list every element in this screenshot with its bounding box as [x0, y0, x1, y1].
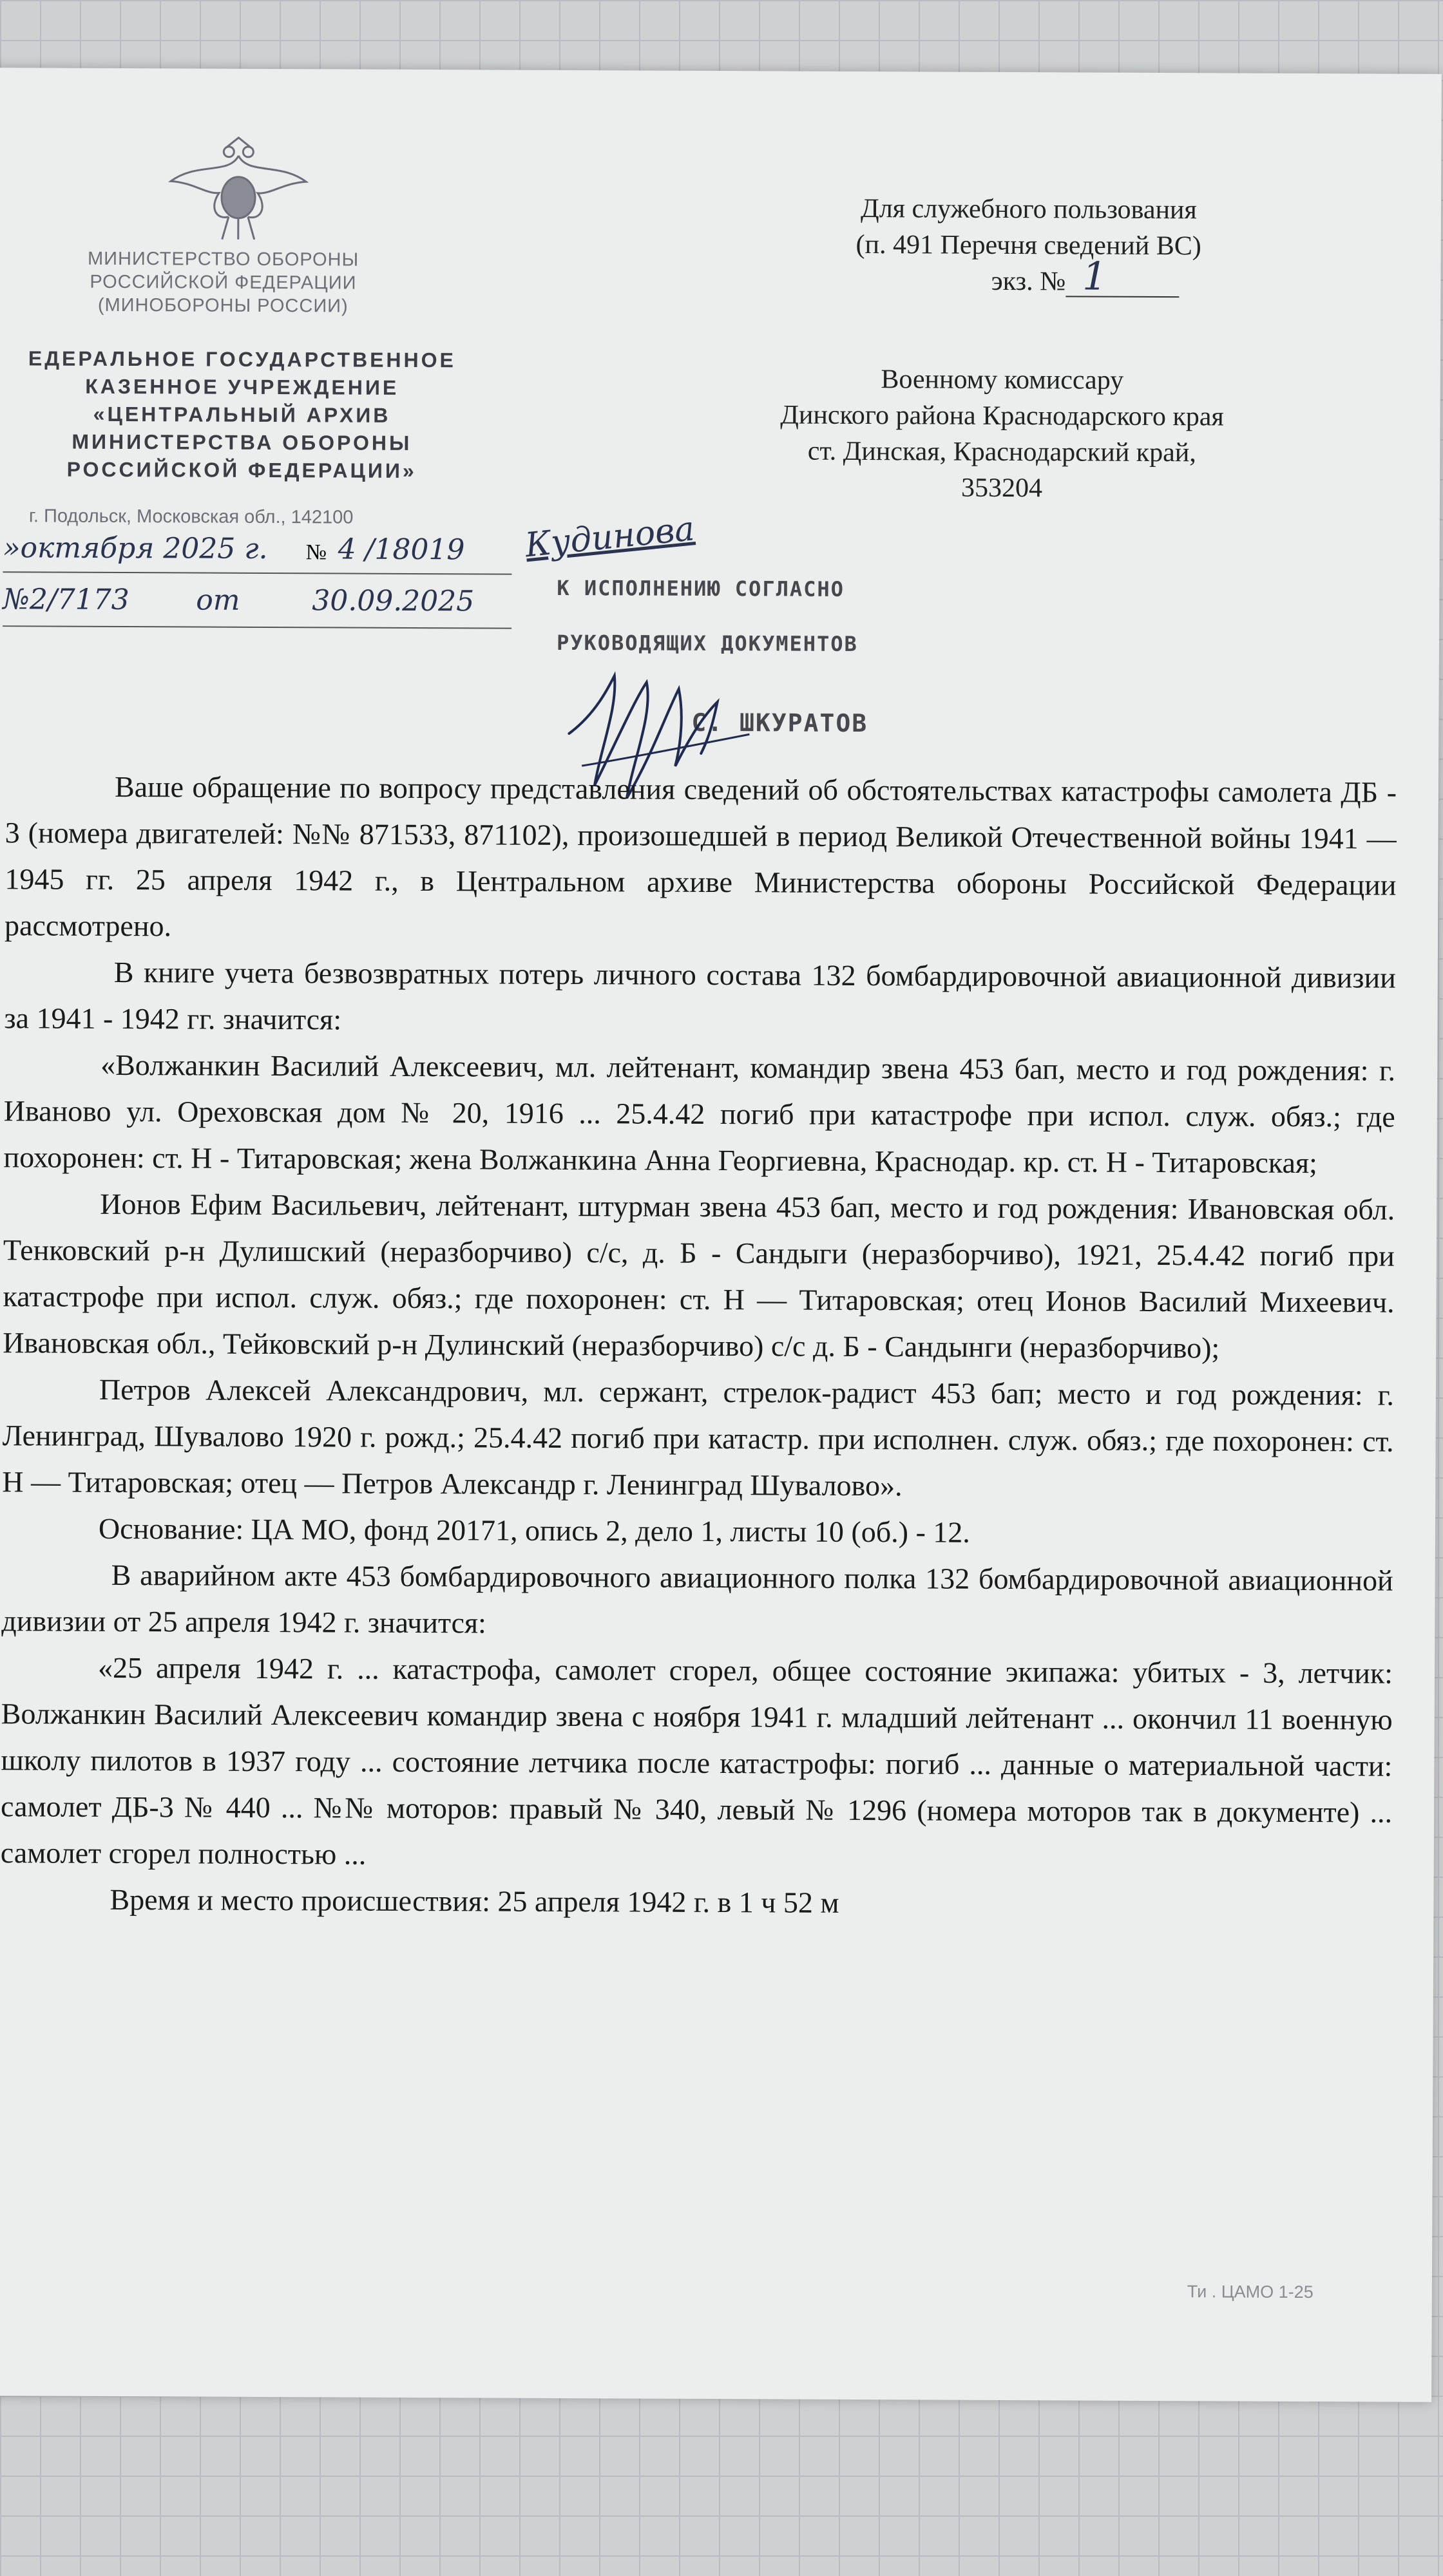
addressee-block: [673, 361, 1331, 507]
institution-line: РОССИЙСКОЙ ФЕДЕРАЦИИ»: [66, 457, 417, 482]
body-basis: Основание: ЦА МО, фонд 20171, опись 2, дело 1, листы 10 (об.) - 12.: [98, 1511, 970, 1549]
outgoing-number-label: №: [305, 540, 327, 565]
resolution-stamp-line: РУКОВОДЯЩИХ ДОКУМЕНТОВ: [556, 630, 858, 656]
institution-line: ЕДЕРАЛЬНОЕ ГОСУДАРСТВЕННОЕ: [28, 346, 457, 372]
addressee-line: Динского района Краснодарского края: [780, 400, 1224, 432]
copy-label: экз. №: [991, 266, 1066, 297]
resolution-stamp-line: С. ШКУРАТОВ: [691, 708, 868, 738]
incoming-number: №2/7173: [3, 583, 129, 617]
ministry-line: (МИНОБОРОНЫ РОССИИ): [97, 294, 349, 317]
eagle-emblem-icon: [158, 136, 320, 243]
incoming-date: 30.09.2025: [312, 584, 475, 618]
sender-city: г. Подольск, Московская обл., 142100: [28, 506, 354, 528]
outgoing-number: 4 /18019: [338, 533, 465, 567]
body-quote: Ионов Ефим Васильевич, лейтенант, штурман звена 453 бап, место и год рождения: Ивановская обл. Тенковский р-н Дулишский (неразборчиво) с/с, д. Б - Сандыги (неразборчиво), 1921, 25.4.42 погиб при катастрофе при испол. служ. обяз.; где похоронен: ст. Н — Титаровская; отец Ионов Василий Михеевич. Ивановская обл., Тейковский р-н Дулинский (неразборчиво) с/с д. Б - Сандынги (неразборчиво);: [3, 1187, 1395, 1365]
institution-line: «ЦЕНТРАЛЬНЫЙ АРХИВ: [93, 402, 391, 427]
resolution-stamp-line: К ИСПОЛНЕНИЮ СОГЛАСНО: [557, 575, 845, 601]
incoming-registration: [3, 583, 511, 629]
institution-name: [0, 345, 493, 485]
restriction-reference: (п. 491 Перечня сведений ВС): [855, 229, 1201, 261]
body-quote: «Волжанкин Василий Алексеевич, мл. лейтенант, командир звена 453 бап, место и год рождения: г. Иваново ул. Ореховская дом № 20, 1916 ... 25.4.42 погиб при катастрофе при испол. служ. обяз.; где похоронен: ст. Н - Титаровская; жена Волжанкина Анна Георгиевна, Краснодар. кр. ст. Н - Титаровская;: [3, 1048, 1396, 1180]
body-quote: «25 апреля 1942 г. ... катастрофа, самолет сгорел, общее состояние экипажа: убитых - 3, летчик: Волжанкин Василий Алексеевич командир звена с ноября 1941 г. младший лейтенант ... окончил 11 военную школу пилотов в 1937 году ... состояние летчика после катастрофы: погиб ... данные о материальной части: самолет ДБ-3 № 440 ... №№ моторов: правый № 340, левый № 1296 (номера моторов так в документе) ... самолет сгорел полностью ...: [0, 1651, 1393, 1871]
body-paragraph: Время и место происшествия: 25 апреля 1942 г. в 1 ч 52 м: [110, 1882, 839, 1919]
ministry-name: [49, 247, 397, 317]
body-quote: Петров Алексей Александрович, мл. сержант, стрелок-радист 453 бап; место и год рождения: г. Ленинград, Шувалово 1920 г. рожд.; 25.4.42 погиб при катастр. при исполнен. служ. обяз.; где похоронен: ст. Н — Титаровская; отец — Петров Александр г. Ленинград Шувалово».: [2, 1372, 1395, 1502]
ministry-line: РОССИЙСКОЙ ФЕДЕРАЦИИ: [90, 271, 357, 294]
restriction-block: [700, 190, 1357, 301]
letter-body: [0, 763, 1397, 1928]
body-paragraph: В аварийном акте 453 бомбардировочного авиационного полка 132 бомбардировочной авиационной дивизии от 25 апреля 1942 г. значится:: [1, 1558, 1393, 1640]
restriction-label: Для служебного пользования: [861, 193, 1197, 225]
document-sheet: [0, 68, 1442, 2402]
body-paragraph: Ваше обращение по вопросу представления сведений об обстоятельствах катастрофы самолета ДБ - 3 (номера двигателей: №№ 871533, 871102), произошедшей в период Великой Отечественной войны 1941 — 1945 гг. 25 апреля 1942 г., в Центральном архиве Министерства обороны Российской Федерации рассмотрено.: [4, 770, 1397, 943]
addressee-line: ст. Динская, Краснодарский край,: [807, 436, 1196, 468]
ministry-line: МИНИСТЕРСТВО ОБОРОНЫ: [87, 248, 359, 270]
institution-line: КАЗЕННОЕ УЧРЕЖДЕНИЕ: [85, 374, 399, 399]
institution-line: МИНИСТЕРСТВА ОБОРОНЫ: [72, 430, 412, 455]
resolution-handwritten-name: Кудинова: [523, 509, 696, 565]
body-paragraph: В книге учета безвозвратных потерь личного состава 132 бомбардировочной авиационной дивизии за 1941 - 1942 гг. значится:: [4, 955, 1396, 1036]
outgoing-registration: [3, 531, 511, 574]
incoming-from-label: от: [196, 583, 240, 617]
copy-number: 1: [1066, 257, 1179, 298]
footer-print-mark: Ти . ЦАМО 1-25: [1187, 2282, 1314, 2302]
outgoing-date: »октября 2025 г.: [3, 531, 268, 565]
addressee-line: Военному комиссару: [881, 365, 1124, 395]
addressee-line: 353204: [960, 473, 1043, 504]
